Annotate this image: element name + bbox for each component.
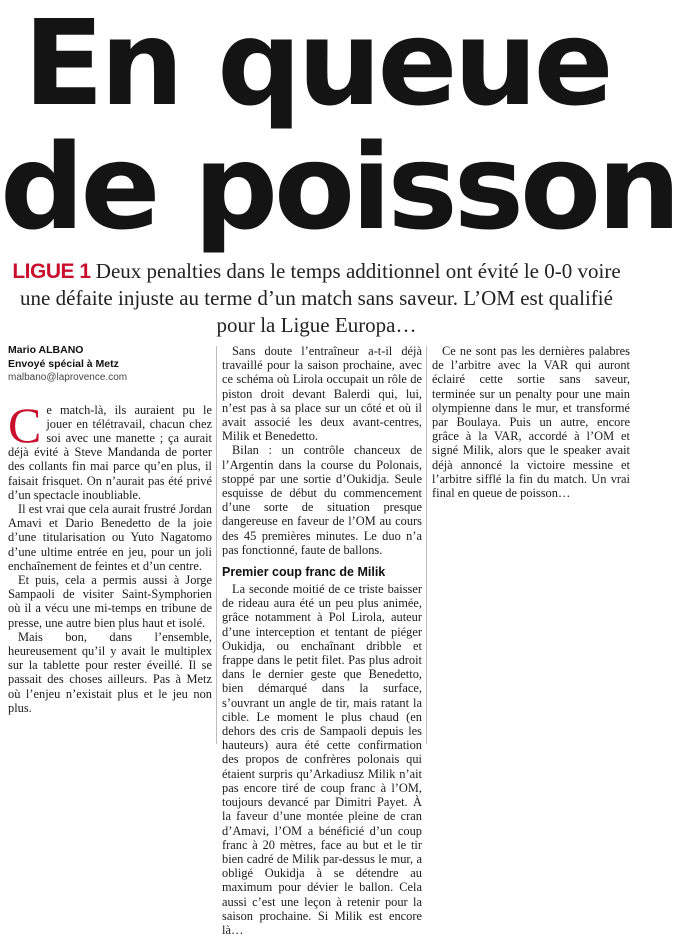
article-paragraph-3: Et puis, cela a permis aussi à Jorge Sampaoli de visiter Saint-Symphorien où il a vécu une mi-temps en tribune de presse, une autre bien plus haut et isolé. [8, 572, 212, 630]
column-divider-1 [216, 346, 217, 744]
article-paragraph-2: Il est vrai que cela aurait frustré Jordan Amavi et Dario Benedetto de la joie d’une titularisation ou Yuto Nagatomo d’une ultime entrée en jeu, pour un joli enchaînement de feintes et d’un centre. [8, 501, 212, 573]
headline-line-2: de poisson [0, 118, 677, 256]
author-email[interactable]: malbano@laprovence.com [8, 372, 128, 383]
lead-paragraph [8, 258, 625, 339]
article-paragraph-1 [8, 396, 212, 502]
article-columns [8, 344, 630, 937]
article-paragraph-4: Mais bon, dans l’ensemble, heureusement qu’il y avait le multiplex sur la tablette pour rester éveillé. Il se passait des choses ailleurs. Pas à Metz où l’enjeu n’existait plus et le jeu non plus. [8, 629, 212, 715]
article-column-1 [8, 344, 212, 746]
lead-kicker: LIGUE 1 [12, 260, 91, 283]
author-name: Mario ALBANO [8, 344, 84, 356]
lead-text: Deux penalties dans le temps additionnel ont évité le 0-0 voire une défaite injuste au terme d’un match sans saveur. L’OM est qualifié pour la Ligue Europa… [20, 259, 621, 337]
article-paragraph-6: Bilan : un contrôle chanceux de l’Argentin dans la course du Polonais, stoppé par une sortie d’Oukidja. Seule esquisse de début du commencement d’une sorte de situation presque dangereuse en faveur de l’OM au cours des 45 premières minutes. Le duo n’a pas fonctionné, faute de ballons. [222, 443, 422, 557]
dropcap-letter: C [8, 396, 42, 453]
article-paragraph-5: Sans doute l’entraîneur a-t-il déjà travaillé pour la saison prochaine, avec ce schéma où Lirola occupait un rôle de piston droit devant Balerdi qui, lui, n’est pas à sa place sur un côté et où il avait associé les deux avant-centres, Milik et Benedetto. [222, 344, 422, 444]
author-role: Envoyé spécial à Metz [8, 357, 119, 370]
article-paragraph-1-text: e match-là, ils auraient pu le jouer en télétravail, chacun chez soi avec une manette ; ça aurait déjà évité à Steve Mandanda de porter des collants fin mai parce qu’en plus, il faisait frisquet. On n’aurait pas été privé d’un spectacle inoubliable. [8, 402, 212, 502]
article-column-3 [432, 344, 630, 746]
column-divider-2 [426, 346, 427, 744]
headline-line-1: En queue [23, 0, 610, 132]
article-paragraph-7: La seconde moitié de ce triste baisser de rideau aura été un peu plus animée, grâce notamment à Pol Lirola, auteur d’une interception et tentant de piéger Oukidja, ou enchaînant dribble et frappe dans le petit filet. Pas plus adroit dans le dernier geste que Benedetto, bien démarqué dans la surface, s’ouvrant un angle de tir, mais ratant la cible. Le moment le plus chaud (en dehors des cris de Sampaoli depuis les hauteurs) aura été cette confirmation des propos de confrères polonais qui étaient surpris qu’Arkadiusz Milik n’ait pas encore tiré de coup franc à l’OM, toujours devancé par Dimitri Payet. À la faveur d’une montée pleine de cran d’Amavi, l’OM a bénéficié d’un coup franc à 20 mètres, face au but et le tir bien cadré de Milik par-dessus le mur, a obligé Oukidja à se détendre au maximum pour dévier le ballon. Cela aussi c’est une leçon à retenir pour la saison prochaine. Si Milik est encore là… [222, 582, 422, 937]
article-subhead: Premier coup franc de Milik [222, 565, 386, 580]
article-column-2 [222, 344, 422, 937]
article-paragraph-8: Ce ne sont pas les dernières palabres de l’arbitre avec la VAR qui auront éclairé cette sortie sans saveur, terminée sur un penalty pour une main olympienne dans le mur, et transformé par Boulaya. Puis un autre, encore grâce à la VAR, accordé à l’OM et signé Milik, alors que le speaker avait déjà annoncé la victoire messine et l’arbitre sifflé la fin du match. Un vrai final en queue de poisson… [432, 344, 630, 501]
